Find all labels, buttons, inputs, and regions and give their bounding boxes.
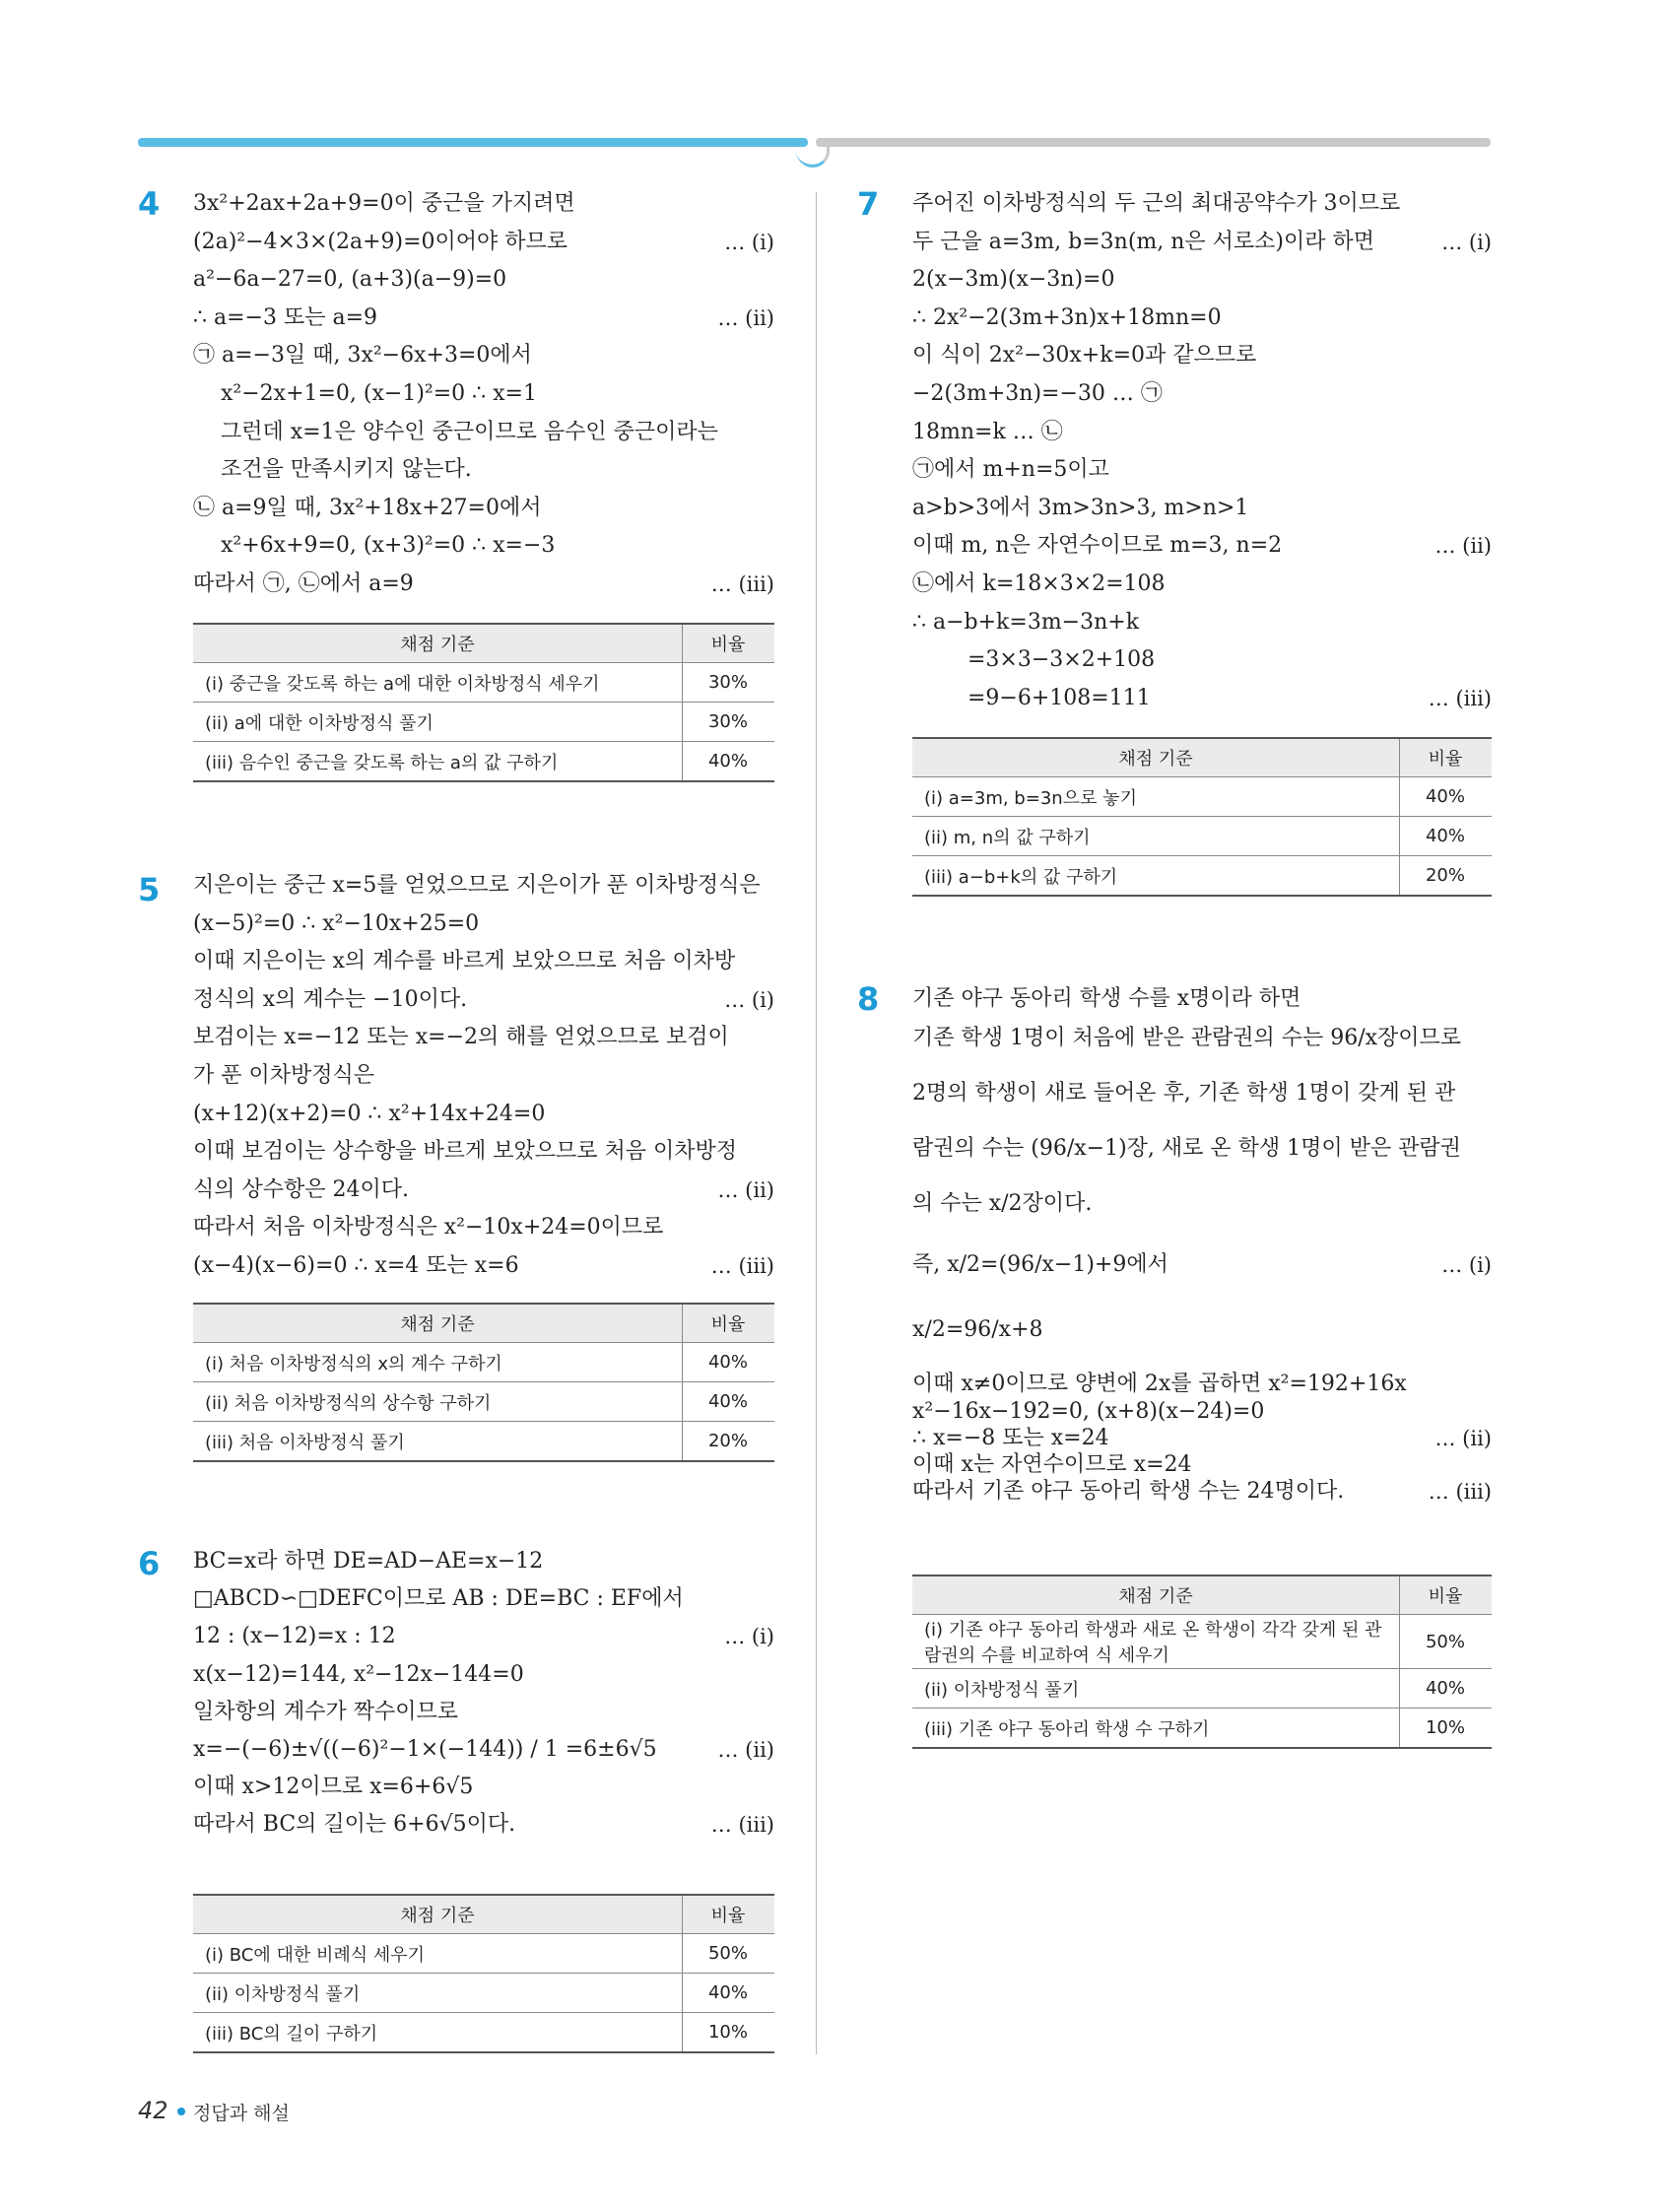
solution-line: ㉠ a=−3일 때, 3x²−6x+3=0에서 xyxy=(193,343,532,369)
criteria-cell: (i) 중근을 갖도록 하는 a에 대한 이차방정식 세우기 xyxy=(193,663,683,703)
table-row xyxy=(193,1422,774,1462)
table-row xyxy=(912,817,1492,856)
criteria-header: 채점 기준 xyxy=(912,738,1400,777)
header-bar-notch xyxy=(796,138,830,168)
solution-line: □ABCD∽□DEFC이므로 AB : DE=BC : EF에서 xyxy=(193,1586,684,1612)
solution-line: a²−6a−27=0, (a+3)(a−9)=0 xyxy=(193,267,507,293)
solution-line: 이때 보검이는 상수항을 바르게 보았으므로 처음 이차방정 xyxy=(193,1139,738,1165)
step-marker: … (i) xyxy=(724,230,774,254)
ratio-cell: 40% xyxy=(1400,817,1493,856)
ratio-cell: 30% xyxy=(683,663,775,703)
problem-4-scoring-table xyxy=(193,623,774,782)
solution-line: 따라서 처음 이차방정식은 x²−10x+24=0이므로 xyxy=(193,1215,664,1240)
table-row xyxy=(912,1669,1492,1709)
step-marker: … (ii) xyxy=(1434,1427,1492,1450)
footer-label: 정답과 해설 xyxy=(193,2103,290,2124)
solution-line: 따라서 ㉠, ㉡에서 a=9 xyxy=(193,571,414,596)
ratio-cell: 40% xyxy=(1400,777,1493,817)
solution-line: x=−(−6)±√((−6)²−1×(−144)) / 1 =6±6√5 xyxy=(193,1737,657,1762)
solution-line: ㉠에서 m+n=5이고 xyxy=(912,457,1109,483)
step-marker: … (i) xyxy=(1441,1253,1492,1277)
ratio-cell: 40% xyxy=(1400,1669,1493,1709)
step-marker: … (iii) xyxy=(1428,1480,1492,1504)
solution-line: 일차항의 계수가 짝수이므로 xyxy=(193,1699,459,1724)
step-marker: … (iii) xyxy=(1428,686,1492,710)
solution-line: 2명의 학생이 새로 들어온 후, 기존 학생 1명이 갖게 된 관 xyxy=(912,1081,1456,1106)
ratio-header: 비율 xyxy=(1400,1575,1493,1615)
problem-number: 6 xyxy=(138,1545,161,1582)
solution-line: 보검이는 x=−12 또는 x=−2의 해를 얻었으므로 보검이 xyxy=(193,1025,729,1050)
step-marker: … (ii) xyxy=(1434,534,1492,559)
ratio-cell: 30% xyxy=(683,703,775,742)
solution-line: ∴ a=−3 또는 a=9 xyxy=(193,304,378,330)
criteria-cell: (iii) a−b+k의 값 구하기 xyxy=(912,856,1400,897)
solution-line: 주어진 이차방정식의 두 근의 최대공약수가 3이므로 xyxy=(912,191,1401,216)
ratio-header: 비율 xyxy=(683,624,775,663)
criteria-header: 채점 기준 xyxy=(193,624,683,663)
solution-line: =3×3−3×2+108 xyxy=(967,647,1156,673)
criteria-cell: (iii) 처음 이차방정식 풀기 xyxy=(193,1422,683,1462)
solution-line: x²+6x+9=0, (x+3)²=0 ∴ x=−3 xyxy=(221,533,556,559)
problem-number: 7 xyxy=(857,185,880,223)
solution-line: 이때 m, n은 자연수이므로 m=3, n=2 xyxy=(912,533,1283,559)
table-row xyxy=(193,663,774,703)
solution-line: 두 근을 a=3m, b=3n(m, n은 서로소)이라 하면 xyxy=(912,229,1375,254)
problem-5-scoring-table xyxy=(193,1303,774,1462)
solution-line: (2a)²−4×3×(2a+9)=0이어야 하므로 xyxy=(193,229,568,254)
page-number: 42 xyxy=(138,2097,168,2124)
step-marker: … (iii) xyxy=(710,1813,774,1838)
table-row xyxy=(193,2013,774,2053)
solution-line: 따라서 기존 야구 동아리 학생 수는 24명이다. xyxy=(912,1479,1345,1504)
solution-line: ∴ a−b+k=3m−3n+k xyxy=(912,609,1140,635)
step-marker: … (i) xyxy=(724,987,774,1012)
ratio-cell: 40% xyxy=(683,1382,775,1422)
criteria-cell: (ii) 이차방정식 풀기 xyxy=(193,1974,683,2013)
problem-7-scoring-table xyxy=(912,737,1492,897)
solution-line: 가 푼 이차방정식은 xyxy=(193,1063,375,1088)
solution-line: x(x−12)=144, x²−12x−144=0 xyxy=(193,1661,524,1687)
solution-line: x/2=96/x+8 xyxy=(912,1317,1043,1342)
criteria-cell: (ii) a에 대한 이차방정식 풀기 xyxy=(193,703,683,742)
solution-line: BC=x라 하면 DE=AD−AE=x−12 xyxy=(193,1549,544,1574)
solution-line: 18mn=k … ㉡ xyxy=(912,419,1063,444)
solution-line: ㉡에서 k=18×3×2=108 xyxy=(912,571,1166,596)
table-row xyxy=(193,1934,774,1974)
header-bar-right xyxy=(816,138,1491,147)
criteria-cell: (iii) BC의 길이 구하기 xyxy=(193,2013,683,2053)
solution-line: x²−16x−192=0, (x+8)(x−24)=0 xyxy=(912,1399,1265,1424)
ratio-cell: 40% xyxy=(683,1974,775,2013)
step-marker: … (ii) xyxy=(717,305,774,330)
solution-line: 이때 지은이는 x의 계수를 바르게 보았으므로 처음 이차방 xyxy=(193,949,736,974)
ratio-cell: 20% xyxy=(683,1422,775,1462)
problem-number: 5 xyxy=(138,871,161,908)
table-row xyxy=(193,1974,774,2013)
solution-line: 의 수는 x/2장이다. xyxy=(912,1191,1093,1216)
step-marker: … (i) xyxy=(724,1625,774,1649)
ratio-cell: 40% xyxy=(683,742,775,782)
ratio-cell: 50% xyxy=(1400,1615,1493,1669)
criteria-cell: (i) 기존 야구 동아리 학생과 새로 온 학생이 각각 갖게 된 관람권의 수를 비교하여 식 세우기 xyxy=(912,1615,1400,1669)
ratio-header: 비율 xyxy=(683,1304,775,1343)
criteria-cell: (iii) 기존 야구 동아리 학생 수 구하기 xyxy=(912,1709,1400,1749)
table-row xyxy=(193,1382,774,1422)
solution-line: a>b>3에서 3m>3n>3, m>n>1 xyxy=(912,495,1249,520)
column-divider xyxy=(816,192,817,2054)
solution-line: (x+12)(x+2)=0 ∴ x²+14x+24=0 xyxy=(193,1101,546,1126)
solution-line: −2(3m+3n)=−30 … ㉠ xyxy=(912,381,1163,406)
ratio-cell: 40% xyxy=(683,1343,775,1382)
criteria-header: 채점 기준 xyxy=(193,1304,683,1343)
step-marker: … (ii) xyxy=(717,1738,774,1762)
solution-line: 람권의 수는 (96/x−1)장, 새로 온 학생 1명이 받은 관람권 xyxy=(912,1136,1461,1161)
solution-line: 기존 학생 1명이 처음에 받은 관람권의 수는 96/x장이므로 xyxy=(912,1026,1462,1050)
solution-line: 이때 x>12이므로 x=6+6√5 xyxy=(193,1775,474,1800)
solution-line: 즉, x/2=(96/x−1)+9에서 xyxy=(912,1252,1168,1277)
solution-line: 따라서 BC의 길이는 6+6√5이다. xyxy=(193,1812,516,1838)
solution-line: (x−4)(x−6)=0 ∴ x=4 또는 x=6 xyxy=(193,1253,519,1278)
table-row xyxy=(912,856,1492,897)
step-marker: … (ii) xyxy=(717,1177,774,1202)
solution-line: 지은이는 중근 x=5를 얻었으므로 지은이가 푼 이차방정식은 xyxy=(193,873,761,898)
solution-line: =9−6+108=111 xyxy=(967,685,1151,710)
problem-number: 8 xyxy=(857,980,880,1018)
criteria-cell: (i) a=3m, b=3n으로 놓기 xyxy=(912,777,1400,817)
ratio-header: 비율 xyxy=(1400,738,1493,777)
solution-line: 이때 x는 자연수이므로 x=24 xyxy=(912,1452,1192,1477)
solution-line: 이 식이 2x²−30x+k=0과 같으므로 xyxy=(912,343,1257,369)
solution-line: ∴ 2x²−2(3m+3n)x+18mn=0 xyxy=(912,304,1222,330)
criteria-header: 채점 기준 xyxy=(912,1575,1400,1615)
problem-number: 4 xyxy=(138,185,161,223)
solution-line: ㉡ a=9일 때, 3x²+18x+27=0에서 xyxy=(193,495,542,520)
solution-line: 2(x−3m)(x−3n)=0 xyxy=(912,267,1115,293)
table-row xyxy=(912,1615,1492,1669)
ratio-cell: 50% xyxy=(683,1934,775,1974)
solution-line: 정식의 x의 계수는 −10이다. xyxy=(193,986,468,1012)
criteria-cell: (i) BC에 대한 비례식 세우기 xyxy=(193,1934,683,1974)
solution-line: 기존 야구 동아리 학생 수를 x명이라 하면 xyxy=(912,986,1301,1011)
table-row xyxy=(193,1343,774,1382)
criteria-header: 채점 기준 xyxy=(193,1895,683,1934)
problem-6-scoring-table xyxy=(193,1894,774,2053)
solution-line: (x−5)²=0 ∴ x²−10x+25=0 xyxy=(193,910,480,936)
criteria-cell: (i) 처음 이차방정식의 x의 계수 구하기 xyxy=(193,1343,683,1382)
problem-8-scoring-table xyxy=(912,1575,1492,1749)
table-row xyxy=(912,777,1492,817)
step-marker: … (iii) xyxy=(710,1254,774,1278)
ratio-cell: 20% xyxy=(1400,856,1493,897)
solution-line: x²−2x+1=0, (x−1)²=0 ∴ x=1 xyxy=(221,381,537,406)
ratio-header: 비율 xyxy=(683,1895,775,1934)
solution-line: 조건을 만족시키지 않는다. xyxy=(221,457,472,483)
table-row xyxy=(912,1709,1492,1749)
criteria-cell: (ii) 처음 이차방정식의 상수항 구하기 xyxy=(193,1382,683,1422)
criteria-cell: (ii) 이차방정식 풀기 xyxy=(912,1669,1400,1709)
criteria-cell: (ii) m, n의 값 구하기 xyxy=(912,817,1400,856)
solution-line: 식의 상수항은 24이다. xyxy=(193,1176,409,1202)
header-bar-left xyxy=(138,138,808,147)
solution-line: 이때 x≠0이므로 양변에 2x를 곱하면 x²=192+16x xyxy=(912,1372,1407,1396)
ratio-cell: 10% xyxy=(1400,1709,1493,1749)
footer-bullet xyxy=(177,2108,185,2115)
table-row xyxy=(193,742,774,782)
ratio-cell: 10% xyxy=(683,2013,775,2053)
criteria-cell: (iii) 음수인 중근을 갖도록 하는 a의 값 구하기 xyxy=(193,742,683,782)
solution-line: 12 : (x−12)=x : 12 xyxy=(193,1624,396,1649)
table-row xyxy=(193,703,774,742)
solution-line: ∴ x=−8 또는 x=24 xyxy=(912,1426,1109,1450)
step-marker: … (i) xyxy=(1441,230,1492,254)
solution-line: 3x²+2ax+2a+9=0이 중근을 가지려면 xyxy=(193,191,575,216)
step-marker: … (iii) xyxy=(710,572,774,596)
solution-line: 그런데 x=1은 양수인 중근이므로 음수인 중근이라는 xyxy=(221,419,718,444)
